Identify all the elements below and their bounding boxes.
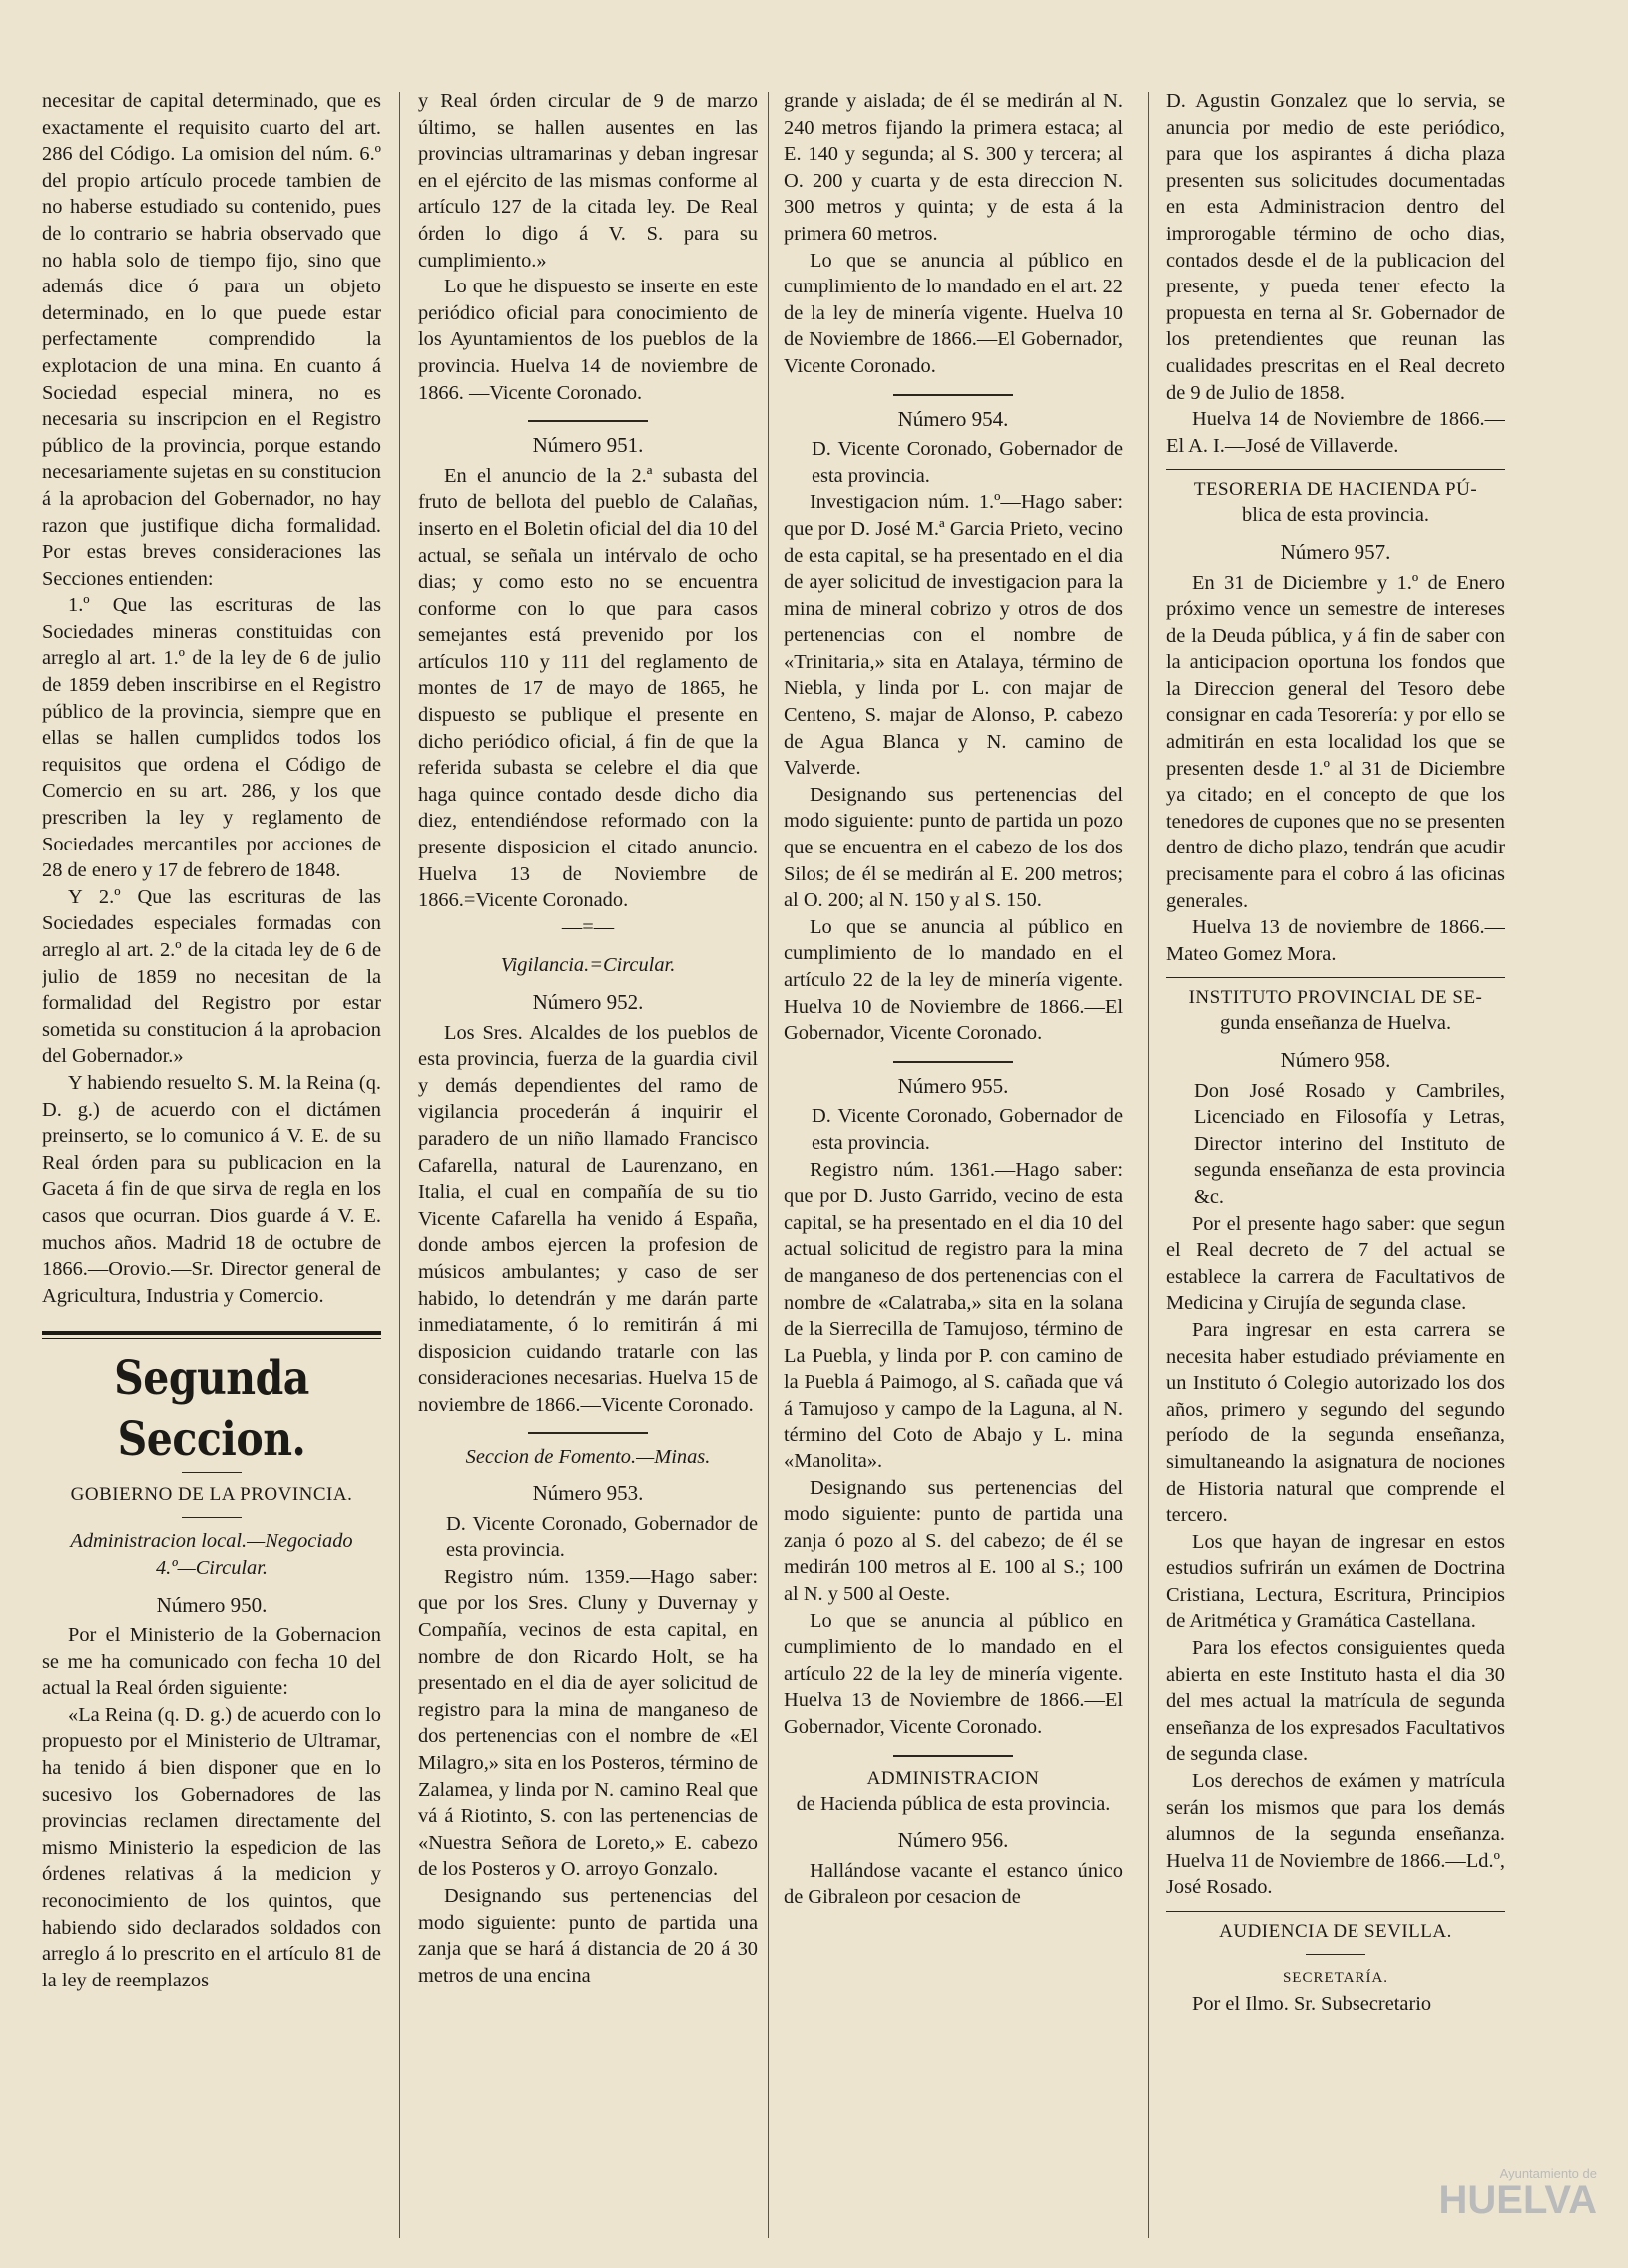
column-rule [1148, 92, 1149, 2238]
divider [1166, 469, 1505, 470]
paragraph: necesitar de capital determinado, que es exactamente el requisito cuarto del art. 286 del Código. La omision del núm. 6.º del propio artículo procede tambien de no haberse estudiado su contenido, pues de lo contrario se habria observado que no habla solo de tiempo fijo, sino que además dice ó para un objeto determinado, en lo que puede estar perfectamente comprendido la explotacion de una mina. En cuanto á Sociedad especial minera, no es necesaria su inscripcion en el Registro público de la provincia, porque estando necesariamente sujetas en su constitucion á la aprobacion del Gobernador, no hay razon que justifique dicha formalidad. Por estas breves consideraciones las Secciones entienden: [42, 90, 381, 590]
paragraph: Para ingresar en esta carrera se necesita haber estudiado préviamente en un Instituto ó Colegio autorizado los dos años, primero y segundo del segundo período de la segunda enseñanza, simultaneando la asignatura de nociones de Historia natural que comprende el tercero. [1166, 1318, 1505, 1527]
notice-number: Número 951. [532, 433, 644, 458]
paragraph: Don José Rosado y Cambriles, Licenciado en Filosofía y Letras, Director interino del Instituto de segunda enseñanza de esta provincia &c. [1194, 1079, 1505, 1208]
paragraph: Lo que he dispuesto se inserte en este periódico oficial para conocimiento de los Ayuntamientos de los pueblos de la provincia. Huelva 14 de noviembre de 1866. —Vicente Coronado. [418, 276, 758, 404]
subheading: gunda enseñanza de Huelva. [1219, 1012, 1452, 1035]
divider [528, 420, 648, 422]
paragraph: Por el presente hago saber: que segun el Real decreto de 7 del actual se establece la carrera de Facultativos de Medicina y Cirujía de segunda clase. [1166, 1212, 1505, 1315]
paragraph: Los derechos de exámen y matrícula serán los mismos que para los demás alumnos de la segunda enseñanza. Huelva 11 de Noviembre de 1866.—Ld.º, José Rosado. [1166, 1770, 1505, 1899]
subheading: Seccion de Fomento.—Minas. [465, 1445, 711, 1468]
subheading: SECRETARÍA. [1282, 1970, 1389, 1985]
ornament: —=— [561, 915, 615, 938]
paragraph: Y 2.º Que las escrituras de las Sociedades especiales formadas con arreglo al art. 2.º de la citada ley de 6 de julio de 1859 no necesitan de la formalidad del Registro por estar sometida su constitucion á la aprobacion del Gobernador.» [42, 885, 381, 1068]
paragraph: Designando sus pertenencias del modo siguiente: punto de partida una zanja ó pozo al S. del cabezo; de él se medirán 100 metros al E. 100 al S.; 100 al N. y 500 al Oeste. [784, 1476, 1123, 1606]
heading-instituto: INSTITUTO PROVINCIAL DE SE- [1188, 987, 1483, 1009]
paragraph: Los que hayan de ingresar en estos estudios sufrirán un exámen de Doctrina Cristiana, Lectura, Escritura, Principios de Aritmética y Gramática Castellana. [1166, 1530, 1505, 1633]
paragraph: Investigacion núm. 1.º—Hago saber: que por D. José M.ª Garcia Prieto, vecino de esta capital, se ha presentado en el dia de ayer solicitud de investigacion para la mina de mineral cobrizo y otros de dos pertenencias con el nombre de «Trinitaria,» sita en Atalaya, término de Niebla, y linda por L. con majar de Centeno, S. majar de Alonso, P. cabezo de Agua Blanca y N. camino de Valverde. [784, 491, 1123, 780]
notice-number: Número 953. [532, 1481, 644, 1506]
watermark-big: HUELVA [1438, 2178, 1597, 2222]
paragraph: D. Vicente Coronado, Gobernador de esta provincia. [812, 438, 1123, 487]
paragraph: Designando sus pertenencias del modo siguiente: punto de partida una zanja que se hará á distancia de 20 á 30 metros de una encina [418, 1885, 758, 1986]
paragraph: Los Sres. Alcaldes de los pueblos de esta provincia, fuerza de la guardia civil y demás dependientes del ramo de vigilancia procederán á inquirir el paradero de un niño llamado Francisco Cafarella, natural de Laurenzano, en Italia, el cual en compañía de su tio Vicente Cafarella ha venido á España, donde ambos ejercen la profesion de músicos ambulantes; y caso de ser habido, lo detendrán y me darán parte inmediatamente, ó lo remitirán á mi disposicion cuidando tratarle con las consideraciones necesarias. Huelva 15 de noviembre de 1866.—Vicente Coronado. [418, 1021, 758, 1416]
column-rule [399, 92, 400, 2238]
divider [528, 1432, 648, 1434]
paragraph: Huelva 13 de noviembre de 1866.—Mateo Gomez Mora. [1166, 916, 1505, 965]
divider [1306, 1954, 1365, 1955]
column-rule [768, 92, 769, 2238]
paragraph: Hallándose vacante el estanco único de Gibraleon por cesacion de [784, 1859, 1123, 1909]
paragraph: D. Vicente Coronado, Gobernador de esta provincia. [812, 1105, 1123, 1154]
section-divider [42, 1331, 381, 1339]
paragraph: D. Vicente Coronado, Gobernador de esta provincia. [446, 1512, 758, 1562]
notice-number: Número 955. [897, 1073, 1009, 1098]
column-3 [784, 88, 1123, 2244]
paragraph: Registro núm. 1361.—Hago saber: que por D. Justo Garrido, vecino de esta capital, se ha presentado en el dia 10 del actual solicitud de registro para la mina de manganeso de dos pertenencias con el nombre de «Calatraba,» sita en la solana de la Sierrecilla de Tamujoso, término de La Puebla, y linda por P. con camino de la Puebla á Paimogo, al S. cañada que vá á Tamujoso y campo de la Laguna, al N. término del Coto de Abajo y L. mina «Manolita». [784, 1158, 1123, 1473]
divider [1166, 977, 1505, 978]
notice-number: Número 956. [897, 1828, 1009, 1853]
divider [893, 1061, 1013, 1063]
paragraph: Y habiendo resuelto S. M. la Reina (q. D. g.) de acuerdo con el dictámen preinserto, se lo comunico á V. E. de su Real órden para su publicacion en la Gaceta á fin de que sirva de regla en los casos que ocurran. Dios guarde á V. E. muchos años. Madrid 18 de octubre de 1866.—Orovio.—Sr. Director general de Agricultura, Industria y Comercio. [42, 1071, 381, 1307]
subheading: 4.º—Circular. [155, 1556, 269, 1579]
watermark-logo [1377, 2166, 1597, 2246]
notice-number: Número 957. [1280, 539, 1391, 564]
paragraph: En el anuncio de la 2.ª subasta del fruto de bellota del pueblo de Calañas, inserto en el Boletin oficial del dia 10 del actual, se señala un intérvalo de ocho dias; y como esto no se encuentra conforme con lo que para casos semejantes está prevenido por los artículos 110 y 111 del reglamento de montes de 17 de mayo de 1865, he dispuesto se publique el presente en dicho periódico oficial, á fin de que la referida subasta se celebre el dia que haga quince contado desde dicho dia diez, entendiéndose reformado con la presente disposicion el citado anuncio. Huelva 13 de Noviembre de 1866.=Vicente Coronado. [418, 464, 758, 912]
divider [182, 1472, 242, 1473]
subheading: blica de esta provincia. [1242, 504, 1429, 527]
paragraph: Registro núm. 1359.—Hago saber: que por los Sres. Cluny y Duvernay y Compañía, vecinos de esta capital, en nombre de don Ricardo Holt, se ha presentado en el dia de ayer solicitud de registro para la mina de manganeso de dos pertenencias con el nombre de «El Milagro,» sita en los Posteros, término de Zalamea, y linda por N. camino Real que vá á Riotinto, S. con las pertenencias de «Nuestra Señora de Loreto,» E. cabezo de los Posteros y O. arroyo Gonzalo. [418, 1565, 758, 1881]
paragraph: Designando sus pertenencias del modo siguiente: punto de partida un pozo que se encuentra en el cabezo de los dos Silos; de él se medirán al E. 200 metros; al O. 200; al N. 150 y al S. 150. [784, 783, 1123, 912]
paragraph: Por el Ilmo. Sr. Subsecretario [1192, 1992, 1432, 2015]
paragraph: Huelva 14 de Noviembre de 1866.—El A. I.—José de Villaverde. [1166, 408, 1505, 457]
heading-administracion: ADMINISTRACION [866, 1767, 1040, 1789]
paragraph: D. Agustin Gonzalez que lo servia, se anuncia por medio de este periódico, para que los aspirantes á dicha plaza presenten sus solicitudes documentadas en esta Administracion dentro del improrogable término de ocho dias, contados desde el de la publicacion del presente, y pueda tener efecto la propuesta en terna al Sr. Gobernador de los pretendientes que reunan las cualidades prescritas en el Real decreto de 9 de Julio de 1858. [1166, 90, 1505, 404]
notice-number: Número 954. [897, 406, 1009, 431]
divider [893, 394, 1013, 396]
paragraph: Lo que se anuncia al público en cumplimiento de lo mandado en el artículo 22 de la ley de minería vigente. Huelva 13 de Noviembre de 1866.—El Gobernador, Vicente Coronado. [784, 1609, 1123, 1739]
column-1 [42, 88, 381, 2244]
subheading: de Hacienda pública de esta provincia. [796, 1792, 1111, 1815]
paragraph: Lo que se anuncia al público en cumplimiento de lo mandado en el art. 22 de la ley de minería vigente. Huelva 10 de Noviembre de 1866.—El Gobernador, Vicente Coronado. [784, 249, 1123, 377]
divider [893, 1755, 1013, 1757]
column-4 [1166, 88, 1505, 2244]
notice-number: Número 958. [1280, 1048, 1391, 1072]
paragraph: Para los efectos consiguientes queda abierta en este Instituto hasta el dia 30 del mes actual la matrícula de segunda enseñanza de los expresados Facultativos de segunda clase. [1166, 1637, 1505, 1766]
paragraph: Lo que se anuncia al público en cumplimiento de lo mandado en el artículo 22 de la ley de minería vigente. Huelva 10 de Noviembre de 1866.—El Gobernador, Vicente Coronado. [784, 915, 1123, 1045]
heading-tesoreria: TESORERIA DE HACIENDA PÚ- [1193, 479, 1478, 501]
heading-gobierno: GOBIERNO DE LA PROVINCIA. [70, 1484, 353, 1506]
divider [1166, 1911, 1505, 1912]
section-title: Segunda Seccion. [114, 1350, 309, 1467]
paragraph: y Real órden circular de 9 de marzo último, se hallen ausentes en las provincias ultramarinas y deban ingresar en el ejército de las mismas conforme al artículo 127 de la citada ley. De Real órden lo digo á V. S. para su cumplimiento.» [418, 90, 758, 272]
paragraph: 1.º Que las escrituras de las Sociedades mineras constituidas con arreglo al art. 1.º de la ley de 6 de julio de 1859 deben inscribirse en el Registro público de la provincia, siempre que en ellas se hallen cumplidos todos los requisitos que ordena el Código de Comercio en su art. 286, y los que prescriben la ley y reglamento de Sociedades mercantiles por acciones de 28 de enero y 17 de febrero de 1848. [42, 594, 381, 882]
heading-audiencia: AUDIENCIA DE SEVILLA. [1219, 1921, 1452, 1942]
watermark-small: Ayuntamiento de [1499, 2166, 1597, 2181]
column-2 [418, 88, 758, 2244]
notice-number: Número 952. [532, 990, 644, 1014]
paragraph: «La Reina (q. D. g.) de acuerdo con lo propuesto por el Ministerio de Ultramar, ha tenido á bien disponer que en lo sucesivo los Gobernadores de las provincias reclamen directamente del mismo Ministerio la espedicion de las órdenes relativas á la medicion y reconocimiento de los quintos, que habiendo sido declarados soldados con arreglo á lo prescrito en el artículo 81 de la ley de reemplazos [42, 1703, 381, 1991]
paragraph: grande y aislada; de él se medirán al N. 240 metros fijando la primera estaca; al E. 140 y segunda; al S. 300 y tercera; al O. 200 y cuarta y de esta direccion N. 300 metros y quinta; y de esta á la primera 60 metros. [784, 90, 1123, 245]
paragraph: Por el Ministerio de la Gobernacion se me ha comunicado con fecha 10 del actual la Real órden siguiente: [42, 1624, 381, 1700]
paragraph: En 31 de Diciembre y 1.º de Enero próximo vence un semestre de intereses de la Deuda pública, y á fin de saber con la anticipacion oportuna los fondos que la Direccion general del Tesoro debe consignar en cada Tesorería: y por ello se admitirán en esta localidad los que se presenten desde 1.º al 31 de Diciembre ya citado; en el concepto de que los tenedores de cupones que no se presenten dentro de dicho plazo, tendrán que acudir precisamente para el cobro á las oficinas generales. [1166, 571, 1505, 912]
divider [182, 1517, 242, 1518]
subheading: Vigilancia.=Circular. [500, 954, 676, 977]
subheading: Administracion local.—Negociado [70, 1530, 353, 1553]
notice-number: Número 950. [156, 1592, 268, 1617]
